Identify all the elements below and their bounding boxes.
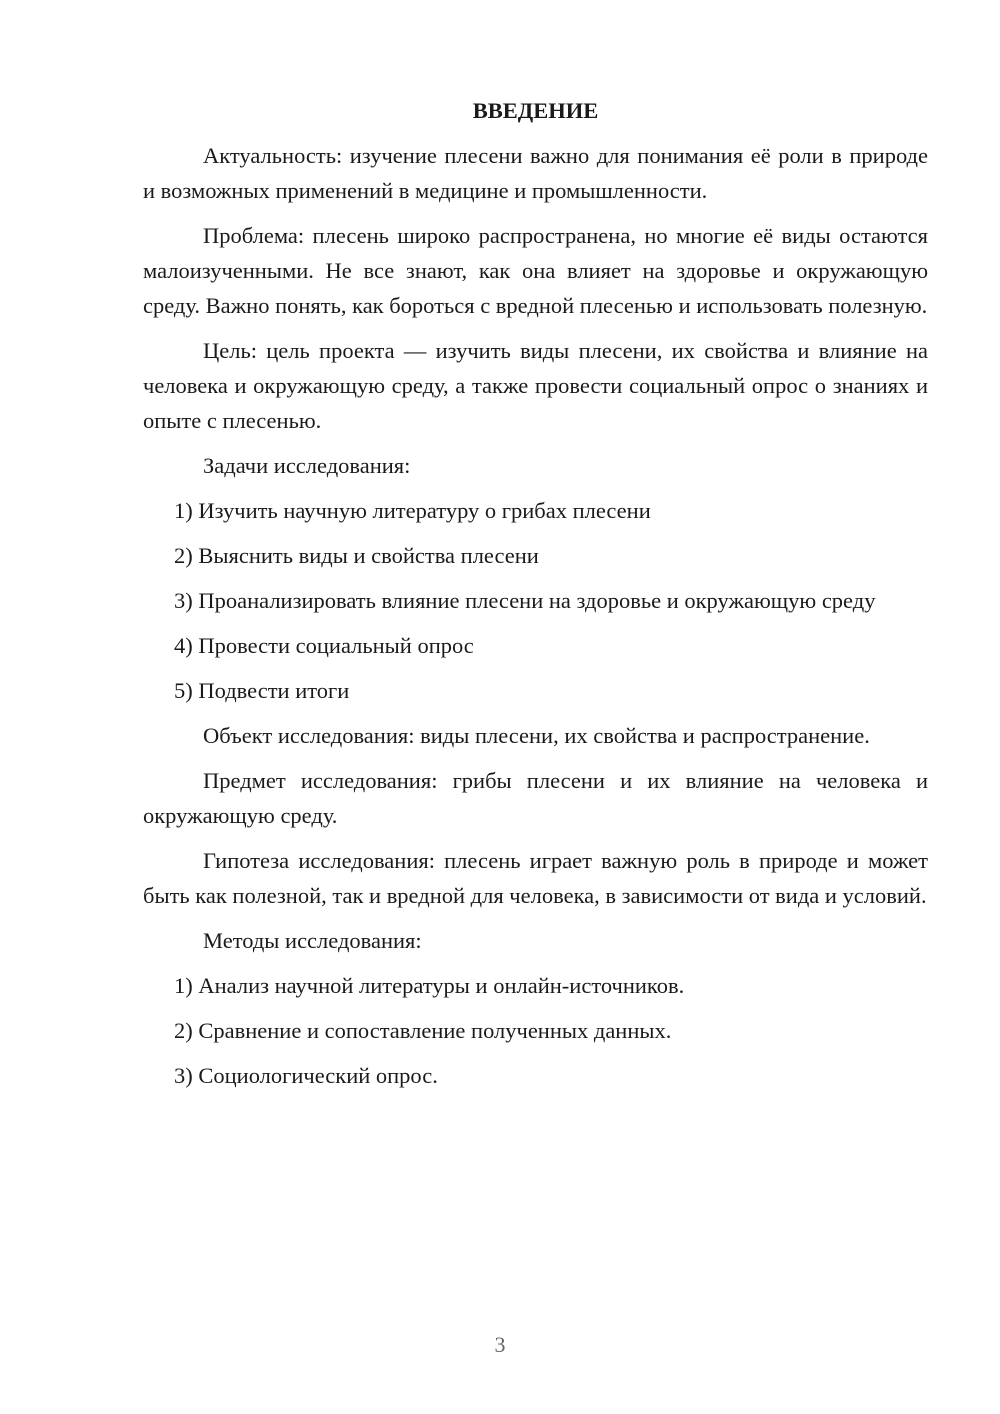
- method-item: 1) Анализ научной литературы и онлайн-источников.: [174, 973, 685, 998]
- problem-paragraph: Проблема: плесень широко распространена, но многие её виды остаются малоизученными. Не все знают, как она влияет на здоровье и окружающую среду. Важно понять, как бороться с вредной плесенью и использовать полезную.: [143, 223, 928, 318]
- relevance-paragraph: Актуальность: изучение плесени важно для понимания её роли в природе и возможных применений в медицине и промышленности.: [143, 143, 928, 203]
- method-item: 2) Сравнение и сопоставление полученных данных.: [174, 1018, 672, 1043]
- goal-paragraph: Цель: цель проекта — изучить виды плесени, их свойства и влияние на человека и окружающую среду, а также провести социальный опрос о знаниях и опыте с плесенью.: [143, 338, 928, 433]
- page-number: 3: [494, 1332, 506, 1357]
- task-item: 1) Изучить научную литературу о грибах плесени: [174, 498, 651, 523]
- hypothesis-paragraph: Гипотеза исследования: плесень играет важную роль в природе и может быть как полезной, так и вредной для человека, в зависимости от вида и условий.: [143, 848, 928, 908]
- document-page: [143, 94, 928, 1103]
- tasks-title: Задачи исследования:: [203, 453, 411, 478]
- subject-paragraph: Предмет исследования: грибы плесени и их влияние на человека и окружающую среду.: [143, 768, 928, 828]
- method-item: 3) Социологический опрос.: [174, 1063, 438, 1088]
- methods-title: Методы исследования:: [203, 928, 422, 953]
- section-heading: ВВЕДЕНИЕ: [472, 98, 599, 123]
- task-item: 2) Выяснить виды и свойства плесени: [174, 543, 539, 568]
- object-paragraph: Объект исследования: виды плесени, их свойства и распространение.: [203, 723, 870, 748]
- task-item: 5) Подвести итоги: [174, 678, 350, 703]
- task-item: 3) Проанализировать влияние плесени на здоровье и окружающую среду: [174, 588, 876, 613]
- task-item: 4) Провести социальный опрос: [174, 633, 474, 658]
